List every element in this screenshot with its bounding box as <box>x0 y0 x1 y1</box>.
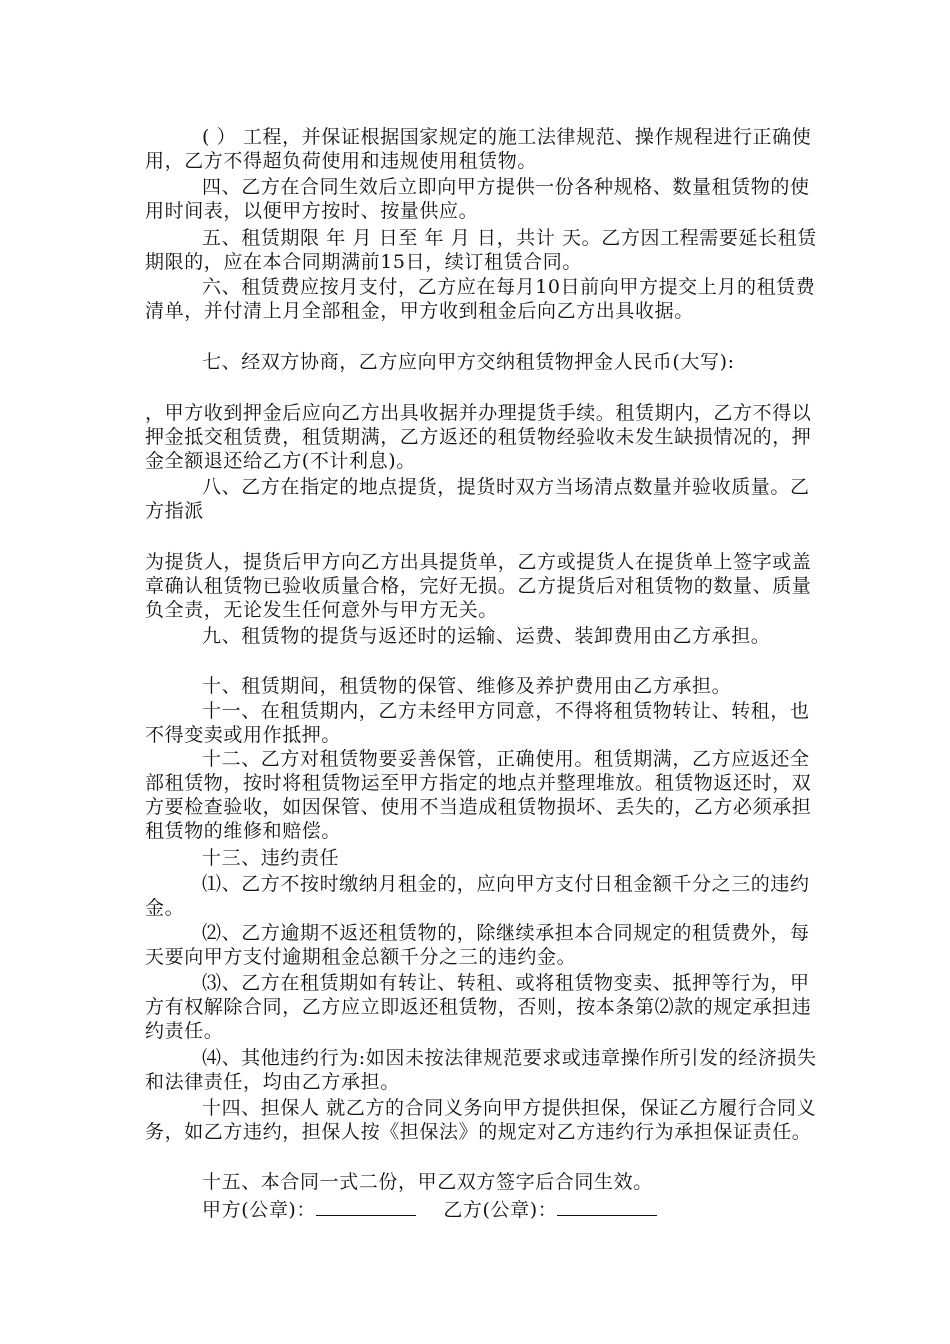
clause-eight: 八、乙方在指定的地点提货，提货时双方当场清点数量并验收质量。乙方指派 <box>145 476 810 522</box>
clause-seven-continued: ，甲方收到押金后应向乙方出具收据并办理提货手续。租赁期内，乙方不得以押金抵交租赁费，租赁期满，乙方返还的租赁物经验收未发生缺损情况的，押金全额退还给乙方(不计利息)。 <box>145 402 812 472</box>
penalty-item-2: ⑵、乙方逾期不返还租赁物的，除继续承担本合同规定的租赁费外，每天要向甲方支付逾期租金总额千分之三的违约金。 <box>145 922 810 968</box>
clause-thirteen-heading: 十三、违约责任 <box>202 847 340 869</box>
clause-twelve: 十二、乙方对租赁物要妥善保管，正确使用。租赁期满，乙方应返还全部租赁物，按时将租赁物运至甲方指定的地点并整理堆放。租赁物返还时，双方要检查验收，如因保管、使用不当造成租赁物损坏、丢失的，乙方必须承担租赁物的维修和赔偿。 <box>145 748 812 842</box>
clause-fifteen: 十五、本合同一式二份，甲乙双方签字后合同生效。 <box>202 1171 653 1193</box>
clause-fourteen: 十四、担保人 就乙方的合同义务向甲方提供担保，保证乙方履行合同义务，如乙方违约，担保人按《担保法》的规定对乙方违约行为承担保证责任。 <box>145 1097 817 1143</box>
clause-nine: 九、租赁物的提货与返还时的运输、运费、装卸费用由乙方承担。 <box>202 625 771 647</box>
party-b-blank <box>557 1197 657 1216</box>
party-a-label: 甲方(公章)： <box>202 1199 317 1221</box>
penalty-item-4: ⑷、其他违约行为:如因未按法律规范要求或违章操作所引发的经济损失和法律责任，均由乙方承担。 <box>145 1047 817 1093</box>
clause-five: 五、租赁期限 年 月 日至 年 月 日，共计 天。乙方因工程需要延长租赁期限的，应在本合同期满前15日，续订租赁合同。 <box>145 227 817 273</box>
party-a-blank <box>316 1197 416 1216</box>
clause-seven: 七、经双方协商，乙方应向甲方交纳租赁物押金人民币(大写): <box>202 351 735 373</box>
clause-eight-continued: 为提货人，提货后甲方向乙方出具提货单，乙方或提货人在提货单上签字或盖章确认租赁物已验收质量合格，完好无损。乙方提货后对租赁物的数量、质量负全责，无论发生任何意外与甲方无关。 <box>145 551 812 621</box>
clause-eleven: 十一、在租赁期内，乙方未经甲方同意，不得将租赁物转让、转租，也不得变卖或用作抵押。 <box>145 700 810 746</box>
penalty-item-3: ⑶、乙方在租赁期如有转让、转租、或将租赁物变卖、抵押等行为，甲方有权解除合同，乙方应立即返还租赁物，否则，按本条第⑵款的规定承担违约责任。 <box>145 972 812 1042</box>
party-b-label: 乙方(公章)： <box>443 1199 558 1221</box>
clause-paragraph: ( ） 工程，并保证根据国家规定的施工法律规范、操作规程进行正确使用，乙方不得超负荷使用和违规使用租赁物。 <box>145 126 812 172</box>
clause-four: 四、乙方在合同生效后立即向甲方提供一份各种规格、数量租赁物的使用时间表，以便甲方按时、按量供应。 <box>145 176 810 222</box>
clause-ten: 十、租赁期间，租赁物的保管、维修及养护费用由乙方承担。 <box>202 675 732 697</box>
clause-six: 六、租赁费应按月支付，乙方应在每月10日前向甲方提交上月的租赁费清单，并付清上月全部租金，甲方收到租金后向乙方出具收据。 <box>145 276 816 322</box>
penalty-item-1: ⑴、乙方不按时缴纳月租金的，应向甲方支付日租金额千分之三的违约金。 <box>145 873 810 919</box>
signature-line <box>202 1197 657 1222</box>
